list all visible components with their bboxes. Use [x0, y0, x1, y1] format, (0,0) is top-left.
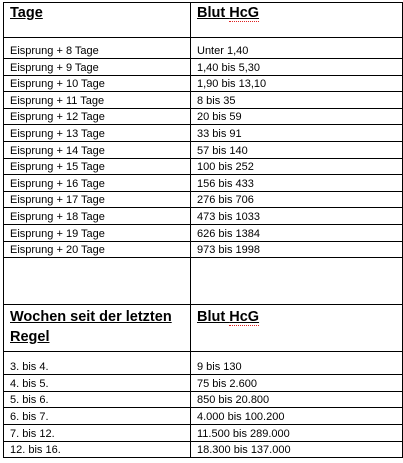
table1-row: [4, 59, 403, 76]
table1-row: [4, 241, 403, 258]
table1-row: [4, 175, 403, 192]
table1-row: [4, 38, 403, 59]
table1-row: [4, 158, 403, 175]
label-cell: Eisprung + 11 Tage: [4, 92, 191, 109]
label-cell: 7. bis 12.: [4, 424, 191, 441]
label-cell: 6. bis 7.: [4, 408, 191, 425]
label-cell: Eisprung + 12 Tage: [4, 108, 191, 125]
table2-header-row: [4, 305, 403, 352]
table1-row: [4, 191, 403, 208]
table2-row: [4, 441, 403, 458]
label-cell: Eisprung + 19 Tage: [4, 224, 191, 241]
table1-row: [4, 92, 403, 109]
label-cell: Eisprung + 18 Tage: [4, 208, 191, 225]
value-cell: [191, 258, 403, 305]
value-cell: 8 bis 35: [191, 92, 403, 109]
table2-row: [4, 408, 403, 425]
table1-header-row: [4, 3, 403, 38]
label-cell: Eisprung + 10 Tage: [4, 75, 191, 92]
table2-row: [4, 424, 403, 441]
value-cell: 4.000 bis 100.200: [191, 408, 403, 425]
value-cell: 276 bis 706: [191, 191, 403, 208]
empty-row: [4, 258, 403, 305]
label-cell: 3. bis 4.: [4, 352, 191, 375]
label-cell: Eisprung + 8 Tage: [4, 38, 191, 59]
value-cell: 1,90 bis 13,10: [191, 75, 403, 92]
label-cell: Eisprung + 14 Tage: [4, 141, 191, 158]
value-cell: 850 bis 20.800: [191, 391, 403, 408]
value-cell: 473 bis 1033: [191, 208, 403, 225]
table1-row: [4, 125, 403, 142]
value-cell: 75 bis 2.600: [191, 375, 403, 392]
value-cell: 626 bis 1384: [191, 224, 403, 241]
header-weeks: Wochen seit der letzten Regel: [10, 309, 172, 346]
label-cell: Eisprung + 15 Tage: [4, 158, 191, 175]
header-hcg: Blut HcG: [197, 5, 260, 21]
header-days-cell: [4, 3, 191, 38]
label-cell: [4, 258, 191, 305]
table1-row: [4, 208, 403, 225]
label-cell: Eisprung + 17 Tage: [4, 191, 191, 208]
table2-row: [4, 352, 403, 375]
value-cell: 156 bis 433: [191, 175, 403, 192]
table1-row: [4, 108, 403, 125]
value-cell: 100 bis 252: [191, 158, 403, 175]
table2-row: [4, 375, 403, 392]
value-cell: 9 bis 130: [191, 352, 403, 375]
header-hcg: Blut HcG: [197, 309, 260, 326]
header-hcg-cell: [191, 3, 403, 38]
value-cell: Unter 1,40: [191, 38, 403, 59]
value-cell: 973 bis 1998: [191, 241, 403, 258]
header-weeks-cell: [4, 305, 191, 352]
label-cell: 4. bis 5.: [4, 375, 191, 392]
value-cell: 1,40 bis 5,30: [191, 59, 403, 76]
value-cell: 20 bis 59: [191, 108, 403, 125]
value-cell: 33 bis 91: [191, 125, 403, 142]
label-cell: 12. bis 16.: [4, 441, 191, 458]
label-cell: Eisprung + 20 Tage: [4, 241, 191, 258]
value-cell: 57 bis 140: [191, 141, 403, 158]
label-cell: 5. bis 6.: [4, 391, 191, 408]
table1-row: [4, 224, 403, 241]
label-cell: Eisprung + 16 Tage: [4, 175, 191, 192]
value-cell: 11.500 bis 289.000: [191, 424, 403, 441]
table1-row: [4, 75, 403, 92]
label-cell: Eisprung + 13 Tage: [4, 125, 191, 142]
header-hcg-cell: [191, 305, 403, 352]
hcg-table: [3, 2, 403, 458]
value-cell: 18.300 bis 137.000: [191, 441, 403, 458]
label-cell: Eisprung + 9 Tage: [4, 59, 191, 76]
table2-row: [4, 391, 403, 408]
table1-row: [4, 141, 403, 158]
header-days: Tage: [10, 5, 43, 21]
